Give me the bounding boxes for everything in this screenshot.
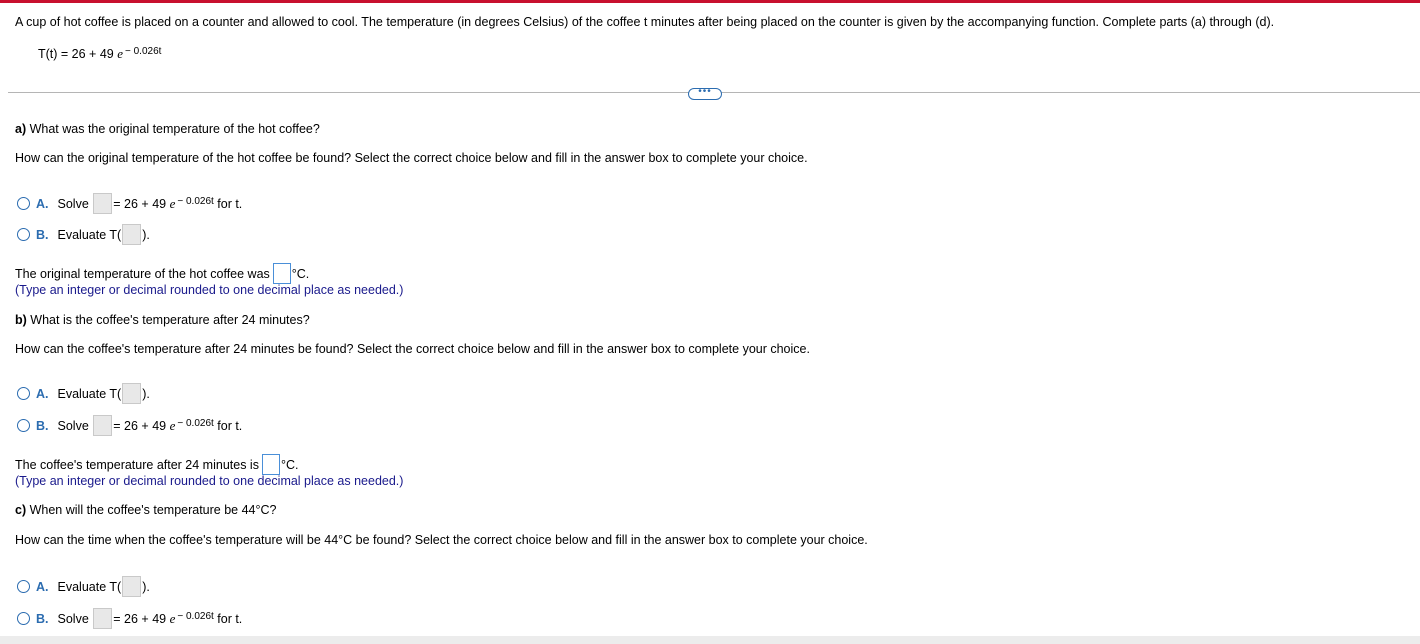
radio-button[interactable] bbox=[17, 580, 30, 593]
part-a-question bbox=[15, 121, 320, 137]
part-a-choice-b[interactable] bbox=[17, 224, 150, 240]
choice-mid: = 26 + 49 bbox=[113, 612, 167, 626]
part-b-answer bbox=[15, 454, 298, 475]
radio-button[interactable] bbox=[17, 612, 30, 625]
top-accent-bar bbox=[0, 0, 1420, 3]
inline-answer-box[interactable] bbox=[93, 193, 112, 214]
choice-letter: A. bbox=[36, 387, 49, 401]
choice-exponent: − 0.026t bbox=[177, 611, 214, 622]
answer-text: The coffee's temperature after 24 minutes is bbox=[15, 458, 259, 472]
choice-post: for t. bbox=[217, 612, 243, 626]
choice-letter: B. bbox=[36, 419, 49, 433]
bottom-scroll-area bbox=[0, 636, 1420, 644]
part-b-question bbox=[15, 312, 310, 328]
choice-letter: A. bbox=[36, 197, 49, 211]
inline-answer-box[interactable] bbox=[122, 383, 141, 404]
answer-unit: °C. bbox=[291, 267, 310, 281]
choice-pre: Evaluate T( bbox=[57, 580, 122, 594]
choice-letter: B. bbox=[36, 228, 49, 242]
choice-exponent: − 0.026t bbox=[177, 196, 214, 207]
choice-e: e bbox=[169, 418, 176, 433]
choice-letter: A. bbox=[36, 580, 49, 594]
part-a-instruction: How can the original temperature of the hot coffee be found? Select the correct choice below and fill in the answer box to complete your choice. bbox=[15, 151, 808, 165]
choice-post: ). bbox=[142, 387, 150, 401]
part-b-hint: (Type an integer or decimal rounded to one decimal place as needed.) bbox=[15, 474, 404, 488]
choice-e: e bbox=[169, 611, 176, 626]
choice-exponent: − 0.026t bbox=[177, 418, 214, 429]
inline-answer-box[interactable] bbox=[93, 415, 112, 436]
part-b-choice-a[interactable] bbox=[17, 383, 150, 399]
choice-post: for t. bbox=[217, 197, 243, 211]
part-c-question-text: When will the coffee's temperature be 44°C? bbox=[29, 503, 277, 517]
part-b-instruction: How can the coffee's temperature after 24 minutes be found? Select the correct choice below and fill in the answer box to complete your choice. bbox=[15, 342, 810, 356]
choice-post: ). bbox=[142, 580, 150, 594]
part-a-label: a) bbox=[15, 122, 27, 136]
choice-post: ). bbox=[142, 228, 150, 242]
more-options-button[interactable]: ••• bbox=[688, 88, 722, 100]
radio-button[interactable] bbox=[17, 228, 30, 241]
part-a-choice-a[interactable] bbox=[17, 193, 242, 209]
part-a-question-text: What was the original temperature of the hot coffee? bbox=[29, 122, 320, 136]
function-formula bbox=[38, 46, 161, 64]
part-c-question bbox=[15, 502, 276, 518]
formula-exponent: − 0.026t bbox=[125, 46, 162, 57]
inline-answer-box[interactable] bbox=[122, 576, 141, 597]
choice-pre: Solve bbox=[57, 612, 89, 626]
answer-unit: °C. bbox=[280, 458, 299, 472]
choice-post: for t. bbox=[217, 419, 243, 433]
radio-button[interactable] bbox=[17, 419, 30, 432]
choice-mid: = 26 + 49 bbox=[113, 197, 167, 211]
part-c-label: c) bbox=[15, 503, 27, 517]
problem-text: A cup of hot coffee is placed on a counter and allowed to cool. The temperature (in degrees Celsius) of the coffee t minutes after being placed on the counter is given by the accompanying function. Complete parts (a) through (d). bbox=[15, 15, 1275, 29]
choice-pre: Evaluate T( bbox=[57, 387, 122, 401]
part-a-answer bbox=[15, 263, 309, 284]
part-a-hint: (Type an integer or decimal rounded to one decimal place as needed.) bbox=[15, 283, 404, 297]
answer-input[interactable] bbox=[273, 263, 291, 284]
choice-mid: = 26 + 49 bbox=[113, 419, 167, 433]
answer-input[interactable] bbox=[262, 454, 280, 475]
radio-button[interactable] bbox=[17, 197, 30, 210]
part-b-question-text: What is the coffee's temperature after 24 minutes? bbox=[30, 313, 310, 327]
inline-answer-box[interactable] bbox=[122, 224, 141, 245]
part-c-choice-a[interactable] bbox=[17, 576, 150, 592]
choice-e: e bbox=[169, 196, 176, 211]
choice-pre: Solve bbox=[57, 419, 89, 433]
part-b-label: b) bbox=[15, 313, 27, 327]
inline-answer-box[interactable] bbox=[93, 608, 112, 629]
formula-lhs: T(t) = 26 + 49 bbox=[38, 47, 114, 61]
part-b-choice-b[interactable] bbox=[17, 415, 242, 431]
part-c-instruction: How can the time when the coffee's temperature will be 44°C be found? Select the correct choice below and fill in the answer box to complete your choice. bbox=[15, 533, 868, 547]
choice-pre: Solve bbox=[57, 197, 89, 211]
answer-text: The original temperature of the hot coffee was bbox=[15, 267, 270, 281]
choice-pre: Evaluate T( bbox=[57, 228, 122, 242]
part-c-choice-b[interactable] bbox=[17, 608, 242, 624]
radio-button[interactable] bbox=[17, 387, 30, 400]
choice-letter: B. bbox=[36, 612, 49, 626]
formula-e: e bbox=[117, 46, 123, 61]
